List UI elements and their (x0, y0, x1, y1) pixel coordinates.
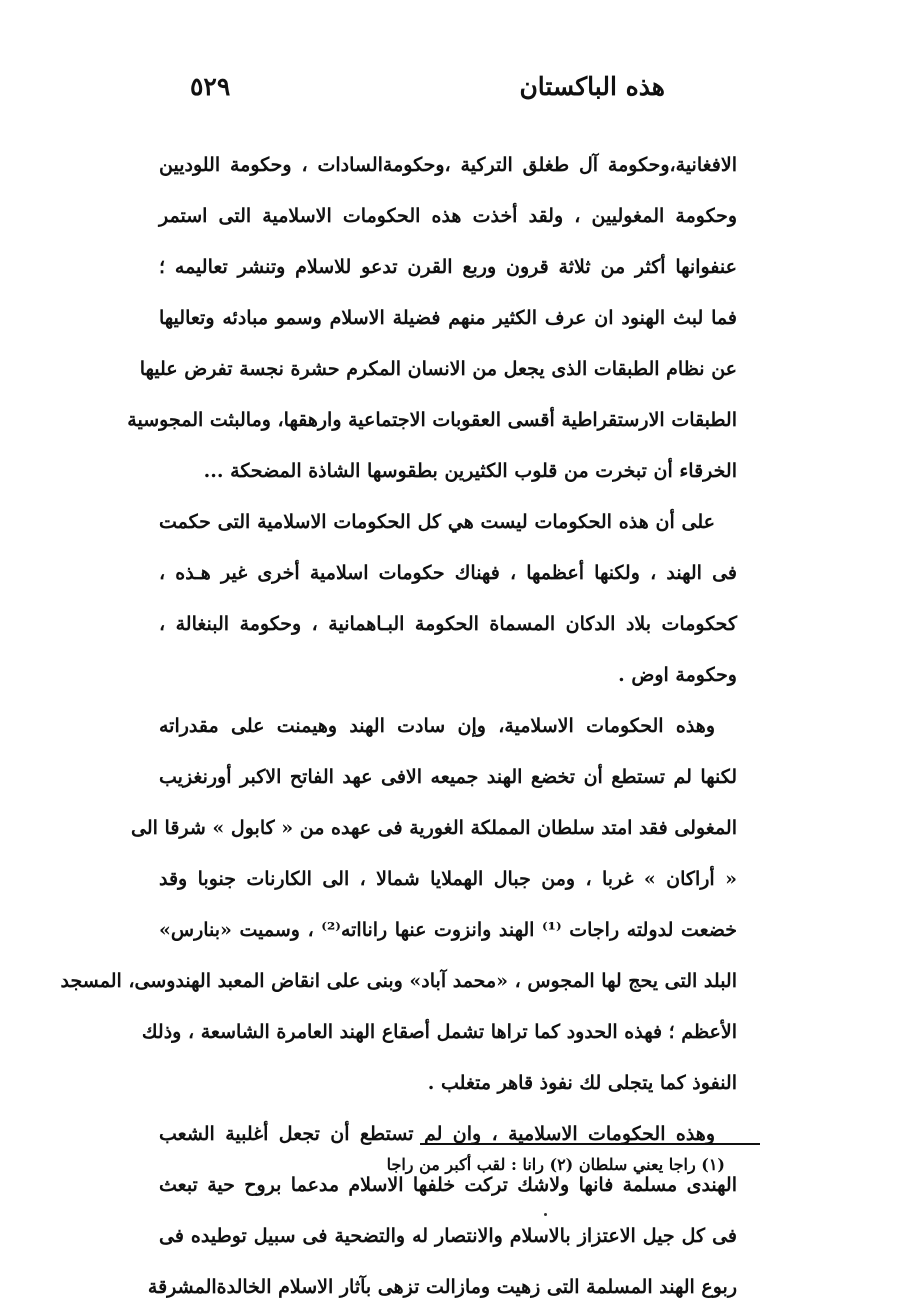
text-line: وهذه الحكومات الاسلامية، وإن سادت الهند وهيمنت على مقدراته (159, 715, 715, 737)
running-title: هذه الباكستان (519, 72, 665, 101)
text-line: فما لبث الهنود ان عرف الكثير منهم فضيلة الاسلام وسمو مبادئه وتعاليها (159, 307, 737, 329)
page-number: ٥٢٩ (190, 72, 231, 101)
page-header (190, 72, 665, 112)
body-text (60, 140, 737, 1313)
text-line: لكنها لم تستطع أن تخضع الهند جميعه الافى عهد الفاتح الاكبر أورنغزيب (159, 766, 737, 788)
text-line: « أراكان » غربا ، ومن جبال الهملايا شمالا ، الى الكارنات جنوبا وقد (159, 868, 737, 890)
text-line: عن نظام الطبقات الذى يجعل من الانسان المكرم حشرة نجسة تفرض عليها (139, 358, 737, 380)
text-line: وحكومة المغوليين ، ولقد أخذت هذه الحكومات الاسلامية التى استمر (159, 205, 737, 227)
text-line: وحكومة اوض . (618, 664, 737, 686)
text-line: الطبقات الارستقراطية أقسى العقوبات الاجتماعية وارهقها، ومالبثت المجوسية (127, 409, 737, 431)
text-line: كحكومات بلاد الدكان المسماة الحكومة البـاهمانية ، وحكومة البنغالة ، (159, 613, 737, 635)
text-line: النفوذ كما يتجلى لك نفوذ قاهر متغلب . (427, 1072, 737, 1094)
text-line: وهذه الحكومات الاسلامية ، وان لم تستطع أن تجعل أغلبية الشعب (159, 1123, 715, 1145)
text-line: البلد التى يحج لها المجوس ، «محمد آباد» وبنى على انقاض المعبد الهندوسى، المسجد (60, 970, 737, 992)
footnote-divider (420, 1143, 760, 1145)
text-line: الهندى مسلمة فانها ولاشك تركت خلفها الاسلام مدعما بروح حية تبعث (159, 1174, 737, 1196)
text-line: الافغانية،وحكومة آل طغلق التركية ،وحكومةالسادات ، وحكومة اللوديين (159, 154, 737, 176)
footnote: (١) راجا يعني سلطان (٢) رانا : لقب أكبر من راجا (386, 1155, 725, 1174)
text-line: فى الهند ، ولكنها أعظمها ، فهناك حكومات اسلامية أخرى غير هـذه ، (159, 562, 737, 584)
text-line: فى كل جيل الاعتزاز بالاسلام والانتصار له والتضحية فى سبيل توطيده فى (159, 1225, 737, 1247)
text-line: المغولى فقد امتد سلطان المملكة الغورية فى عهده من « كابول » شرقا الى (131, 817, 737, 839)
text-line: ربوع الهند المسلمة التى زهيت ومازالت تزهى بآثار الاسلام الخالدةالمشرقة (147, 1276, 737, 1298)
text-line: خضعت لدولته راجات ⁽¹⁾ الهند وانزوت عنها رانااته⁽²⁾ ، وسميت «بنارس» (159, 919, 737, 941)
text-line: الأعظم ؛ فهذه الحدود كما تراها تشمل أصقاع الهند العامرة الشاسعة ، وذلك (141, 1021, 737, 1043)
print-speck (544, 1213, 547, 1216)
text-line: على أن هذه الحكومات ليست هي كل الحكومات الاسلامية التى حكمت (159, 511, 715, 533)
text-line: الخرقاء أن تبخرت من قلوب الكثيرين بطقوسها الشاذة المضحكة ... (203, 460, 737, 482)
text-line: عنفوانها أكثر من ثلاثة قرون وربع القرن تدعو للاسلام وتنشر تعاليمه ؛ (159, 256, 737, 278)
